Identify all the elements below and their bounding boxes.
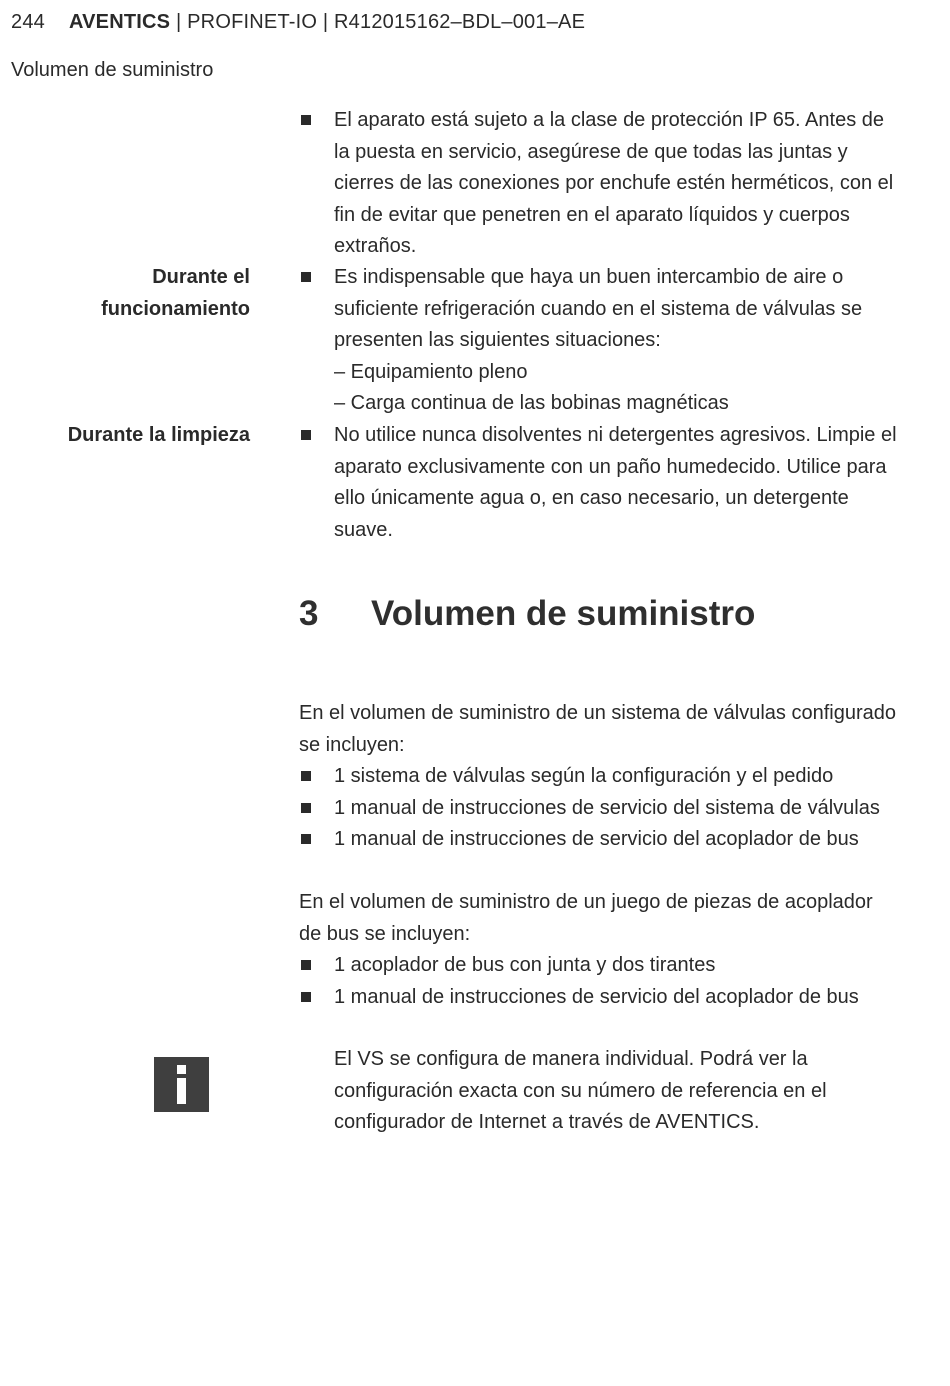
- list-item: 1 manual de instrucciones de servicio del acoplador de bus: [299, 824, 899, 856]
- operation-label: [101, 262, 250, 325]
- delivery-bus-coupler: [299, 887, 899, 1013]
- list-item: No utilice nunca disolventes ni detergentes agresivos. Limpie el aparato exclusivamente con un paño humedecido. Utilice para ello únicamente agua o, en caso necesario, un detergente suave.: [299, 420, 899, 546]
- info-note-text: El VS se configura de manera individual. Podrá ver la configuración exacta con su número de referencia en el configurador de Internet a través de AVENTICS.: [334, 1048, 827, 1133]
- list-item: 1 sistema de válvulas según la configuración y el pedido: [299, 761, 899, 793]
- operation-text: Es indispensable que haya un buen intercambio de aire o suficiente refrigeración cuando en el sistema de válvulas se presenten las siguientes situaciones:: [334, 266, 863, 351]
- list-item: 1 manual de instrucciones de servicio del acoplador de bus: [299, 982, 899, 1014]
- document-id: | PROFINET-IO | R412015162–BDL–001–AE: [170, 11, 586, 33]
- chapter-heading: [299, 594, 755, 634]
- list-item: 1 acoplador de bus con junta y dos tirantes: [299, 950, 899, 982]
- list-item: [299, 262, 899, 420]
- list-item: El aparato está sujeto a la clase de protección IP 65. Antes de la puesta en servicio, asegúrese de que todas las juntas y cierres de las conexiones por enchufe estén herméticos, con el fin de evitar que penetren en el aparato líquidos y cuerpos extraños.: [299, 105, 899, 263]
- cleaning-section: [299, 420, 899, 546]
- operation-label-line2: funcionamiento: [101, 297, 250, 320]
- paragraph: En el volumen de suministro de un sistema de válvulas configurado se incluyen:: [299, 702, 896, 756]
- running-title: Volumen de suministro: [11, 59, 214, 81]
- page-header: [11, 11, 585, 34]
- operation-dash-item: – Equipamiento pleno: [334, 360, 528, 383]
- delivery-valve-system: [299, 698, 899, 856]
- info-icon: [154, 1057, 209, 1112]
- safety-intro: [299, 105, 899, 263]
- paragraph: En el volumen de suministro de un juego de piezas de acoplador de bus se incluyen:: [299, 891, 873, 945]
- cleaning-label: Durante la limpieza: [67, 424, 250, 446]
- operation-label-line1: Durante el: [152, 266, 250, 288]
- chapter-title: Volumen de suministro: [371, 594, 756, 633]
- brand-name: AVENTICS: [68, 11, 171, 33]
- operation-section: [299, 262, 899, 420]
- chapter-number: 3: [299, 594, 319, 633]
- operation-dash-item: – Carga continua de las bobinas magnéticas: [334, 392, 729, 414]
- page-number: 244: [11, 11, 45, 33]
- list-item: 1 manual de instrucciones de servicio del sistema de válvulas: [299, 793, 899, 825]
